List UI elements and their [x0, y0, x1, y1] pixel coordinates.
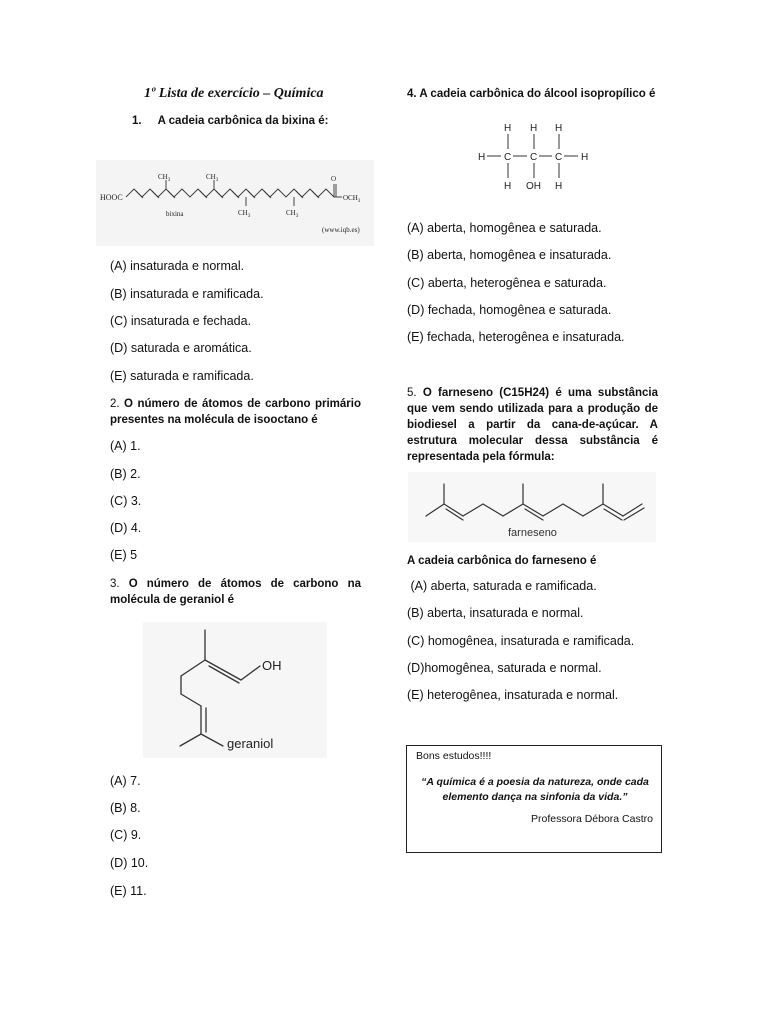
isopropanol-structure-figure	[470, 112, 600, 204]
ch3-label: CH	[158, 173, 168, 181]
h-atom: H	[530, 123, 538, 134]
q3-option-c: (C) 9.	[110, 828, 142, 842]
q2-option-e: (E) 5	[110, 548, 138, 562]
question-3-text: O número de átomos de carbono na molécula de geraniol é	[110, 578, 361, 606]
bixina-caption: bixina	[166, 210, 184, 218]
farnesene-structure-figure	[408, 472, 656, 542]
q2-option-c: (C) 3.	[110, 494, 142, 508]
hooc-label: HOOC	[100, 193, 123, 202]
farnesene-caption: farneseno	[508, 527, 557, 539]
q5-option-a: (A) aberta, saturada e ramificada.	[407, 579, 597, 593]
q4-option-b: (B) aberta, homogênea e insaturada.	[407, 248, 612, 262]
signature-text: Professora Débora Castro	[531, 813, 653, 825]
ch3-label: CH	[206, 173, 216, 181]
q4-option-a: (A) aberta, homogênea e saturada.	[407, 221, 602, 235]
h-atom: H	[504, 181, 512, 192]
question-5-text: O farneseno (C15H24) é uma substância que vem sendo utilizada para a produção de biodiesel a partir da cana-de-açúcar. A estrutura molecular dessa substância é representada pela fórmula:	[407, 387, 658, 463]
question-1-number: 1.	[132, 115, 142, 127]
q5-option-b: (B) aberta, insaturada e normal.	[407, 606, 584, 620]
ch3-subscript: 3	[167, 178, 171, 183]
page-title: 1º Lista de exercício – Química	[144, 86, 324, 101]
q3-option-d: (D) 10.	[110, 856, 149, 870]
c-atom: C	[555, 152, 563, 163]
question-5-subtitle: A cadeia carbônica do farneseno é	[407, 555, 597, 567]
q1-option-d: (D) saturada e aromática.	[110, 341, 252, 355]
q1-option-b: (B) insaturada e ramificada.	[110, 287, 264, 301]
h-atom: H	[478, 152, 486, 163]
question-3-prompt	[110, 576, 361, 608]
ch3-subscript: 3	[215, 178, 219, 183]
question-2-prompt	[110, 396, 361, 428]
och3-label: OCH	[343, 194, 358, 202]
h-atom: H	[555, 181, 563, 192]
ch3-label: CH	[238, 209, 248, 217]
q1-option-c: (C) insaturada e fechada.	[110, 314, 252, 328]
q2-option-d: (D) 4.	[110, 521, 142, 535]
q5-option-e: (E) heterogênea, insaturada e normal.	[407, 688, 619, 702]
question-1-prompt	[132, 113, 328, 129]
oh-label: OH	[262, 658, 282, 673]
geraniol-caption: geraniol	[227, 736, 274, 751]
q5-option-d: (D)homogênea, saturada e normal.	[407, 661, 602, 675]
q3-option-a: (A) 7.	[110, 774, 141, 788]
h-atom: H	[581, 152, 589, 163]
oh-group: OH	[526, 181, 541, 192]
question-5-number: 5.	[407, 387, 417, 399]
question-2-number: 2.	[110, 398, 120, 410]
question-1-text: A cadeia carbônica da bixina é:	[157, 115, 329, 127]
oxygen-label: O	[331, 175, 337, 183]
question-2-text: O número de átomos de carbono primário presentes na molécula de isooctano é	[110, 398, 361, 426]
c-atom: C	[530, 152, 538, 163]
q3-option-b: (B) 8.	[110, 801, 141, 815]
source-caption: (www.iqb.es)	[322, 226, 360, 234]
q2-option-a: (A) 1.	[110, 439, 141, 453]
q4-option-e: (E) fechada, heterogênea e insaturada.	[407, 330, 625, 344]
bixina-structure-figure	[96, 160, 374, 246]
ch3-subscript: 3	[247, 214, 251, 219]
q4-option-c: (C) aberta, heterogênea e saturada.	[407, 276, 607, 290]
question-5-prompt	[407, 385, 658, 465]
och3-subscript: 3	[357, 199, 361, 204]
q3-option-e: (E) 11.	[110, 884, 147, 898]
question-3-number: 3.	[110, 578, 120, 590]
geraniol-structure-figure	[143, 622, 327, 758]
q4-option-d: (D) fechada, homogênea e saturada.	[407, 303, 612, 317]
q2-option-b: (B) 2.	[110, 467, 141, 481]
q1-option-e: (E) saturada e ramificada.	[110, 369, 254, 383]
c-atom: C	[504, 152, 512, 163]
h-atom: H	[555, 123, 563, 134]
q1-option-a: (A) insaturada e normal.	[110, 259, 245, 273]
h-atom: H	[504, 123, 512, 134]
ch3-label: CH	[286, 209, 296, 217]
quote-text: “A química é a poesia da natureza, onde cada elemento dança na sinfonia da vida.”	[421, 776, 649, 803]
question-4-prompt: 4. A cadeia carbônica do álcool isopropílico é	[407, 88, 656, 100]
greeting-text: Bons estudos!!!!	[416, 750, 492, 762]
ch3-subscript: 3	[295, 214, 299, 219]
q5-option-c: (C) homogênea, insaturada e ramificada.	[407, 634, 635, 648]
closing-message-box	[406, 745, 662, 853]
